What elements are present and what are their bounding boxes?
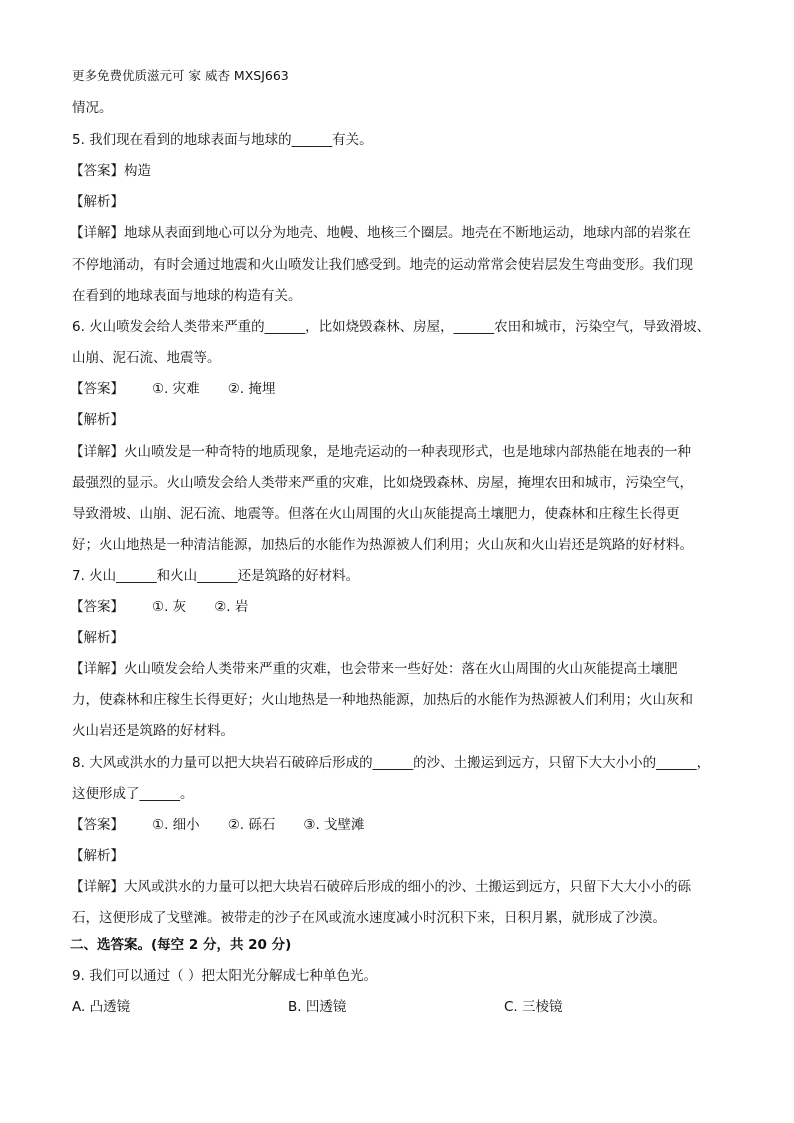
question-6-line2: 山崩、泥石流、地震等。 [72, 350, 221, 366]
question-6-line1: 6. 火山喷发会给人类带来严重的______，比如烧毁森林、房屋，______农田和城市，污染空气，导致滑坡、 [72, 319, 711, 335]
analysis-label-7: 【解析】 [70, 630, 124, 646]
explanation-5-line3: 在看到的地球表面与地球的构造有关。 [72, 288, 302, 304]
question-8-line1: 8. 大风或洪水的力量可以把大块岩石破碎后形成的______的沙、土搬运到远方，只留下大大小小的______， [72, 755, 711, 771]
explanation-7-line3: 火山岩还是筑路的好材料。 [72, 723, 234, 739]
section-heading-2: 二、选答案。(每空 2 分，共 20 分) [70, 937, 292, 953]
explanation-6-line2: 最强烈的显示。火山喷发会给人类带来严重的灾难，比如烧毁森林、房屋，掩埋农田和城市，污染空气， [72, 475, 693, 491]
question-5: 5. 我们现在看到的地球表面与地球的______有关。 [72, 132, 373, 148]
answer-8-item-1: ①. 细小 [152, 817, 200, 833]
answer-7 [70, 597, 248, 617]
explanation-8-line2: 石，这便形成了戈壁滩。被带走的沙子在风或流水速度减小时沉积下来，日积月累，就形成了沙漠。 [72, 910, 666, 926]
page-header-text: 更多免费优质滋元可 家 威杏 MXSJ663 [72, 68, 289, 83]
answer-6 [70, 379, 275, 399]
answer-label: 【答案】 [70, 381, 124, 397]
explanation-8-line1: 【详解】大风或洪水的力量可以把大块岩石破碎后形成的细小的沙、土搬运到远方，只留下大大小小的砾 [70, 879, 691, 895]
explanation-6-line3: 导致滑坡、山崩、泥石流、地震等。但落在火山周围的火山灰能提高土壤肥力，使森林和庄稼生长得更 [72, 506, 680, 522]
question-7: 7. 火山______和火山______还是筑路的好材料。 [72, 568, 360, 584]
answer-8-item-3: ③. 戈壁滩 [303, 817, 365, 833]
analysis-label-5: 【解析】 [70, 194, 124, 210]
explanation-7-line2: 力，使森林和庄稼生长得更好；火山地热是一种地热能源，加热后的水能作为热源被人们利用；火山灰和 [72, 692, 693, 708]
answer-5: 【答案】构造 [70, 163, 151, 179]
option-a: A. 凸透镜 [72, 999, 131, 1015]
analysis-label-8: 【解析】 [70, 848, 124, 864]
question-9: 9. 我们可以通过（ ）把太阳光分解成七种单色光。 [72, 968, 377, 984]
analysis-label-6: 【解析】 [70, 412, 124, 428]
text-line: 情况。 [72, 100, 113, 116]
explanation-7-line1: 【详解】火山喷发会给人类带来严重的灾难，也会带来一些好处：落在火山周围的火山灰能提高土壤肥 [70, 661, 678, 677]
answer-8 [70, 815, 365, 835]
answer-label: 【答案】 [70, 817, 124, 833]
answer-6-item-2: ②. 掩埋 [227, 381, 276, 397]
explanation-6-line1: 【详解】火山喷发是一种奇特的地质现象，是地壳运动的一种表现形式，也是地球内部热能在地表的一种 [70, 444, 691, 460]
option-b: B. 凹透镜 [288, 999, 347, 1015]
option-c: C. 三棱镜 [504, 999, 563, 1015]
answer-label: 【答案】 [70, 599, 124, 615]
answer-7-item-2: ②. 岩 [214, 599, 249, 615]
answer-8-item-2: ②. 砾石 [227, 817, 276, 833]
answer-7-item-1: ①. 灰 [152, 599, 187, 615]
explanation-5-line2: 不停地涌动，有时会通过地震和火山喷发让我们感受到。地壳的运动常常会使岩层发生弯曲变形。我们现 [72, 257, 693, 273]
explanation-5-line1: 【详解】地球从表面到地心可以分为地壳、地幔、地核三个圈层。地壳在不断地运动，地球内部的岩浆在 [70, 225, 691, 241]
answer-6-item-1: ①. 灾难 [152, 381, 200, 397]
question-8-line2: 这便形成了______。 [72, 786, 194, 802]
explanation-6-line4: 好；火山地热是一种清洁能源，加热后的水能作为热源被人们利用；火山灰和火山岩还是筑路的好材料。 [72, 537, 693, 553]
